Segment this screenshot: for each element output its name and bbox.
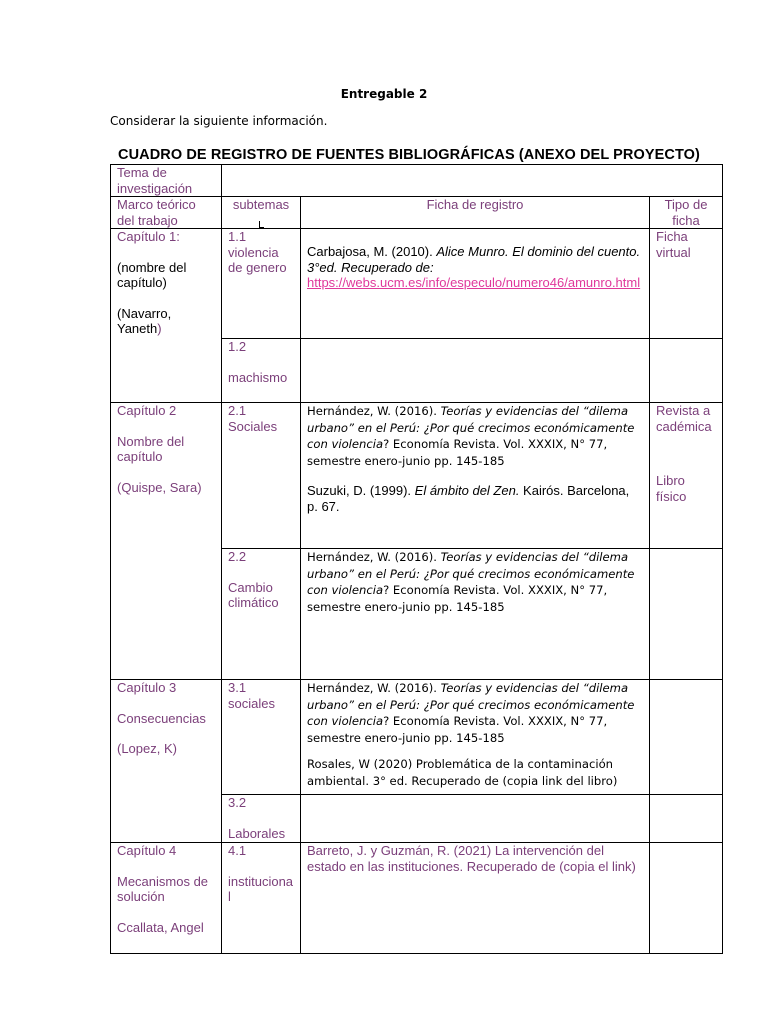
ficha-3-2	[301, 795, 650, 843]
table-row	[111, 843, 723, 954]
reference-suzuki: Suzuki, D. (1999). El ámbito del Zen. Kairós. Barcelona, p. 67.	[307, 483, 630, 514]
subtema-4-1: 4.1 institucional	[222, 843, 301, 954]
subtema-1-2: 1.2 machismo	[222, 339, 301, 403]
chapter-2-cell	[111, 403, 222, 680]
tema-label-cell	[111, 165, 222, 197]
subtema-3-1: 3.1 sociales	[222, 680, 301, 795]
table-row	[111, 229, 723, 339]
ficha-2-2	[301, 549, 650, 680]
tipo-3-2	[650, 795, 723, 843]
chapter-1-name: (nombre del capítulo)	[117, 259, 187, 290]
chapter-1-author: (Navarro, Yaneth)	[117, 305, 172, 336]
chapter-1-cell	[111, 229, 222, 403]
header-marco: Marco teórico del trabajo	[111, 197, 222, 229]
chapter-3-cell	[111, 680, 222, 843]
chapter-4-author: Ccallata, Angel	[117, 919, 204, 935]
intro-text: Considerar la siguiente información.	[110, 114, 328, 128]
tema-label: Tema de investigación	[117, 165, 193, 196]
table-header-row	[111, 197, 723, 229]
ficha-3-1	[301, 680, 650, 795]
header-subtemas: subtemas	[222, 197, 301, 229]
ficha-4-1	[301, 843, 650, 954]
tipo-2-1: Revista académica Libro físico	[650, 403, 723, 549]
tipo-4-1	[650, 843, 723, 954]
reference-carbajosa: Carbajosa, M. (2010). Alice Munro. El dominio del cuento. 3°ed. Recuperado de:	[307, 244, 641, 275]
subtema-1-1: 1.1 violencia de genero	[222, 229, 301, 339]
table-row	[111, 680, 723, 795]
chapter-4-name: Mecanismos de solución	[117, 873, 209, 904]
reference-hernandez: Hernández, W. (2016). Teorías y evidencias del “dilema urbano” en el Perú: ¿Por qué crecimos económicamente con violencia? Economía Revista. Vol. XXXIX, N° 77, semestre enero-junio pp. 145-185	[307, 404, 635, 468]
header-tipo: Tipo de ficha	[650, 197, 723, 229]
subtema-2-1: 2.1 Sociales	[222, 403, 301, 549]
chapter-4-cell	[111, 843, 222, 954]
tema-value-cell	[222, 165, 723, 197]
reference-barreto: Barreto, J. y Guzmán, R. (2021) La intervención del estado en las instituciones. Recuperado de (copia el link)	[307, 843, 636, 874]
chapter-4-title: Capítulo 4	[117, 843, 177, 858]
chapter-2-name: Nombre del capítulo	[117, 433, 185, 464]
header-ficha: Ficha de registro	[301, 197, 650, 229]
ficha-1-2	[301, 339, 650, 403]
tick-mark	[259, 221, 264, 228]
tipo-3-1	[650, 680, 723, 795]
subtema-2-2: 2.2 Cambio climático	[222, 549, 301, 680]
ficha-2-1	[301, 403, 650, 549]
chapter-3-title: Capítulo 3	[117, 680, 177, 695]
subtema-3-2: 3.2 Laborales	[222, 795, 301, 843]
chapter-3-author: (Lopez, K)	[117, 741, 177, 756]
document-heading: Entregable 2	[340, 87, 428, 101]
chapter-2-title: Capítulo 2	[117, 403, 177, 418]
tipo-1-2	[650, 339, 723, 403]
bibliography-table	[110, 164, 723, 954]
reference-rosales: Rosales, W (2020) Problemática de la contaminación ambiental. 3° ed. Recuperado de (copia link del libro)	[307, 757, 618, 788]
chapter-1-title: Capítulo 1:	[117, 229, 180, 244]
tipo-2-2	[650, 549, 723, 680]
tipo-1-1: Ficha virtual	[650, 229, 723, 339]
ficha-1-1	[301, 229, 650, 339]
reference-hernandez: Hernández, W. (2016). Teorías y evidencias del “dilema urbano” en el Perú: ¿Por qué crecimos económicamente con violencia? Economía Revista. Vol. XXXIX, N° 77, semestre enero-junio pp. 145-185	[307, 681, 635, 745]
table-title: CUADRO DE REGISTRO DE FUENTES BIBLIOGRÁFICAS (ANEXO DEL PROYECTO)	[118, 147, 700, 163]
table-row	[111, 403, 723, 549]
reference-link[interactable]: https://webs.ucm.es/info/especulo/numero46/amunro.html	[307, 275, 641, 290]
chapter-2-author: (Quispe, Sara)	[117, 479, 202, 495]
reference-hernandez: Hernández, W. (2016). Teorías y evidencias del “dilema urbano” en el Perú: ¿Por qué crecimos económicamente con violencia? Economía Revista. Vol. XXXIX, N° 77, semestre enero-junio pp. 145-185	[307, 550, 635, 614]
chapter-3-name: Consecuencias	[117, 710, 206, 726]
table-row	[111, 165, 723, 197]
